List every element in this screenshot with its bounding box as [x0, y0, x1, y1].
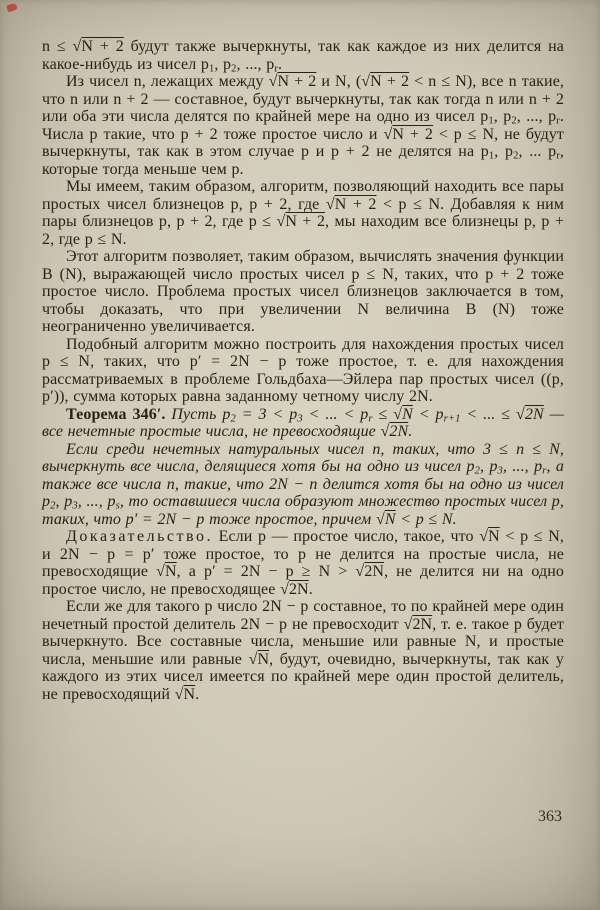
page-number: 363 — [538, 808, 562, 825]
sqrt-expression: √2N — [280, 580, 309, 598]
paragraph-body: Подобный алгоритм можно построить для нахождения простых чисел p ≤ N, таких, что p′ = 2N − p тоже простое, т. е. для нахождения рассматриваемых в проблеме Гольдбаха—Эйлера пар простых чисел ((p, p′)), сумма которых равна заданному четному числу 2N. — [42, 335, 564, 405]
sqrt-expression: √N + 2 — [72, 38, 124, 55]
scan-artifact-mark — [6, 3, 18, 13]
sqrt-expression: √2N — [516, 405, 544, 423]
sqrt-expression: √N — [393, 405, 413, 423]
sqrt-expression: √2N — [380, 423, 409, 440]
text-column — [42, 38, 564, 703]
sqrt-expression: √2N — [355, 563, 385, 580]
sqrt-expression: √N — [479, 528, 500, 545]
theorem-label: Теорема 346′. — [66, 405, 166, 423]
paragraph-body: Если же для такого p число 2N − p составное, то по крайней мере один нечетный простой делитель 2N − p не превосходит √2N, т. е. такое p будет вычеркнуто. Все составные числа, меньшие или равные N, и простые числа, меньшие или равные √N, будут, очевидно, вычеркнуты, так как у каждого из этих чисел имеется по крайней мере один простой делитель, не превосходящий √N. — [42, 598, 565, 703]
paragraph-body: Этот алгоритм позволяет, таким образом, вычислять значения функции B (N), выражающей число простых чисел p ≤ N, таких, что p + 2 тоже простое число. Проблема простых чисел близнецов заключается в том, чтобы доказать, что при увеличении N величина B (N) тоже неограниченно увеличивается. — [42, 248, 564, 335]
paragraph-continuation: n ≤ √N + 2 будут также вычеркнуты, так как каждое из них делится на какое-нибудь из чисел $p_1$, $p_2$, ..., $p_r$. — [42, 38, 565, 75]
paragraph-body: Из чисел n, лежащих между √N + 2 и N, (√N + 2 < n ≤ N), все n такие, что n или n + 2 — составное, будут вычеркнуты, так как тогда n или n + 2 или оба эти числа делятся по крайней мере на одно из чисел $p_1$, $p_2$, ..., $p_r$. Числа p такие, что p + 2 тоже простое число и √N + 2 < p ≤ N, не будут вычеркнуты, так как в этом случае p и p + 2 не делятся на $p_1$, $p_2$, ... $p_r$, которые тогда меньше чем p. — [42, 73, 565, 178]
sqrt-expression: √N — [375, 510, 396, 528]
sqrt-expression: √N + 2 — [383, 125, 433, 143]
sqrt-expression: √N — [174, 685, 196, 703]
sqrt-expression: √N + 2 — [325, 195, 377, 213]
paragraph-proof: Доказательство. Если p — простое число, такое, что √N < p ≤ N, и 2N − p = p′ тоже простое, то p не делится на простые числа, не превосходящие √N, а p′ = 2N − p ≥ N > √2N, не делится ни на одно простое число, не превосходящее √2N. — [42, 528, 565, 598]
sqrt-expression: √N + 2 — [268, 73, 317, 90]
sqrt-expression: √2N — [403, 615, 433, 633]
sqrt-expression: √N + 2 — [276, 213, 326, 230]
sqrt-expression: √N + 2 — [361, 73, 410, 90]
paragraph-theorem: Если среди нечетных натуральных чисел n, таких, что 3 ≤ n ≤ N, вычеркнуть все числа, делящиеся хотя бы на одно из чисел $p_2$, $p_3$, ..., $p_r$, а также все числа n, такие, что 2N − n делится хотя бы на одно из чисел $p_2$, $p_3$, ..., $p_s$, то оставшиеся числа образуют множество простых чисел p, таких, что p′ = 2N − p тоже простое, причем √N < p ≤ N. — [42, 440, 564, 528]
proof-label: Доказательство. — [66, 528, 213, 545]
sqrt-expression: √N — [248, 650, 270, 668]
paragraph-theorem: Теорема 346′. Пусть $p_2 = 3 < p_3$ < ... < $p_r \le √N < p_{r+1}$ < ... ≤ √2N — все нечетные простые числа, не превосходящие √2N. — [42, 405, 564, 440]
paragraph-body: Мы имеем, таким образом, алгоритм, позволяющий находить все пары простых чисел близнецов p, p + 2, где √N + 2 < p ≤ N. Добавляя к ним пары близнецов p, p + 2, где p ≤ √N + 2, мы находим все близнецы p, p + 2, где p ≤ N. — [42, 178, 565, 248]
sqrt-expression: √N — [156, 563, 177, 580]
